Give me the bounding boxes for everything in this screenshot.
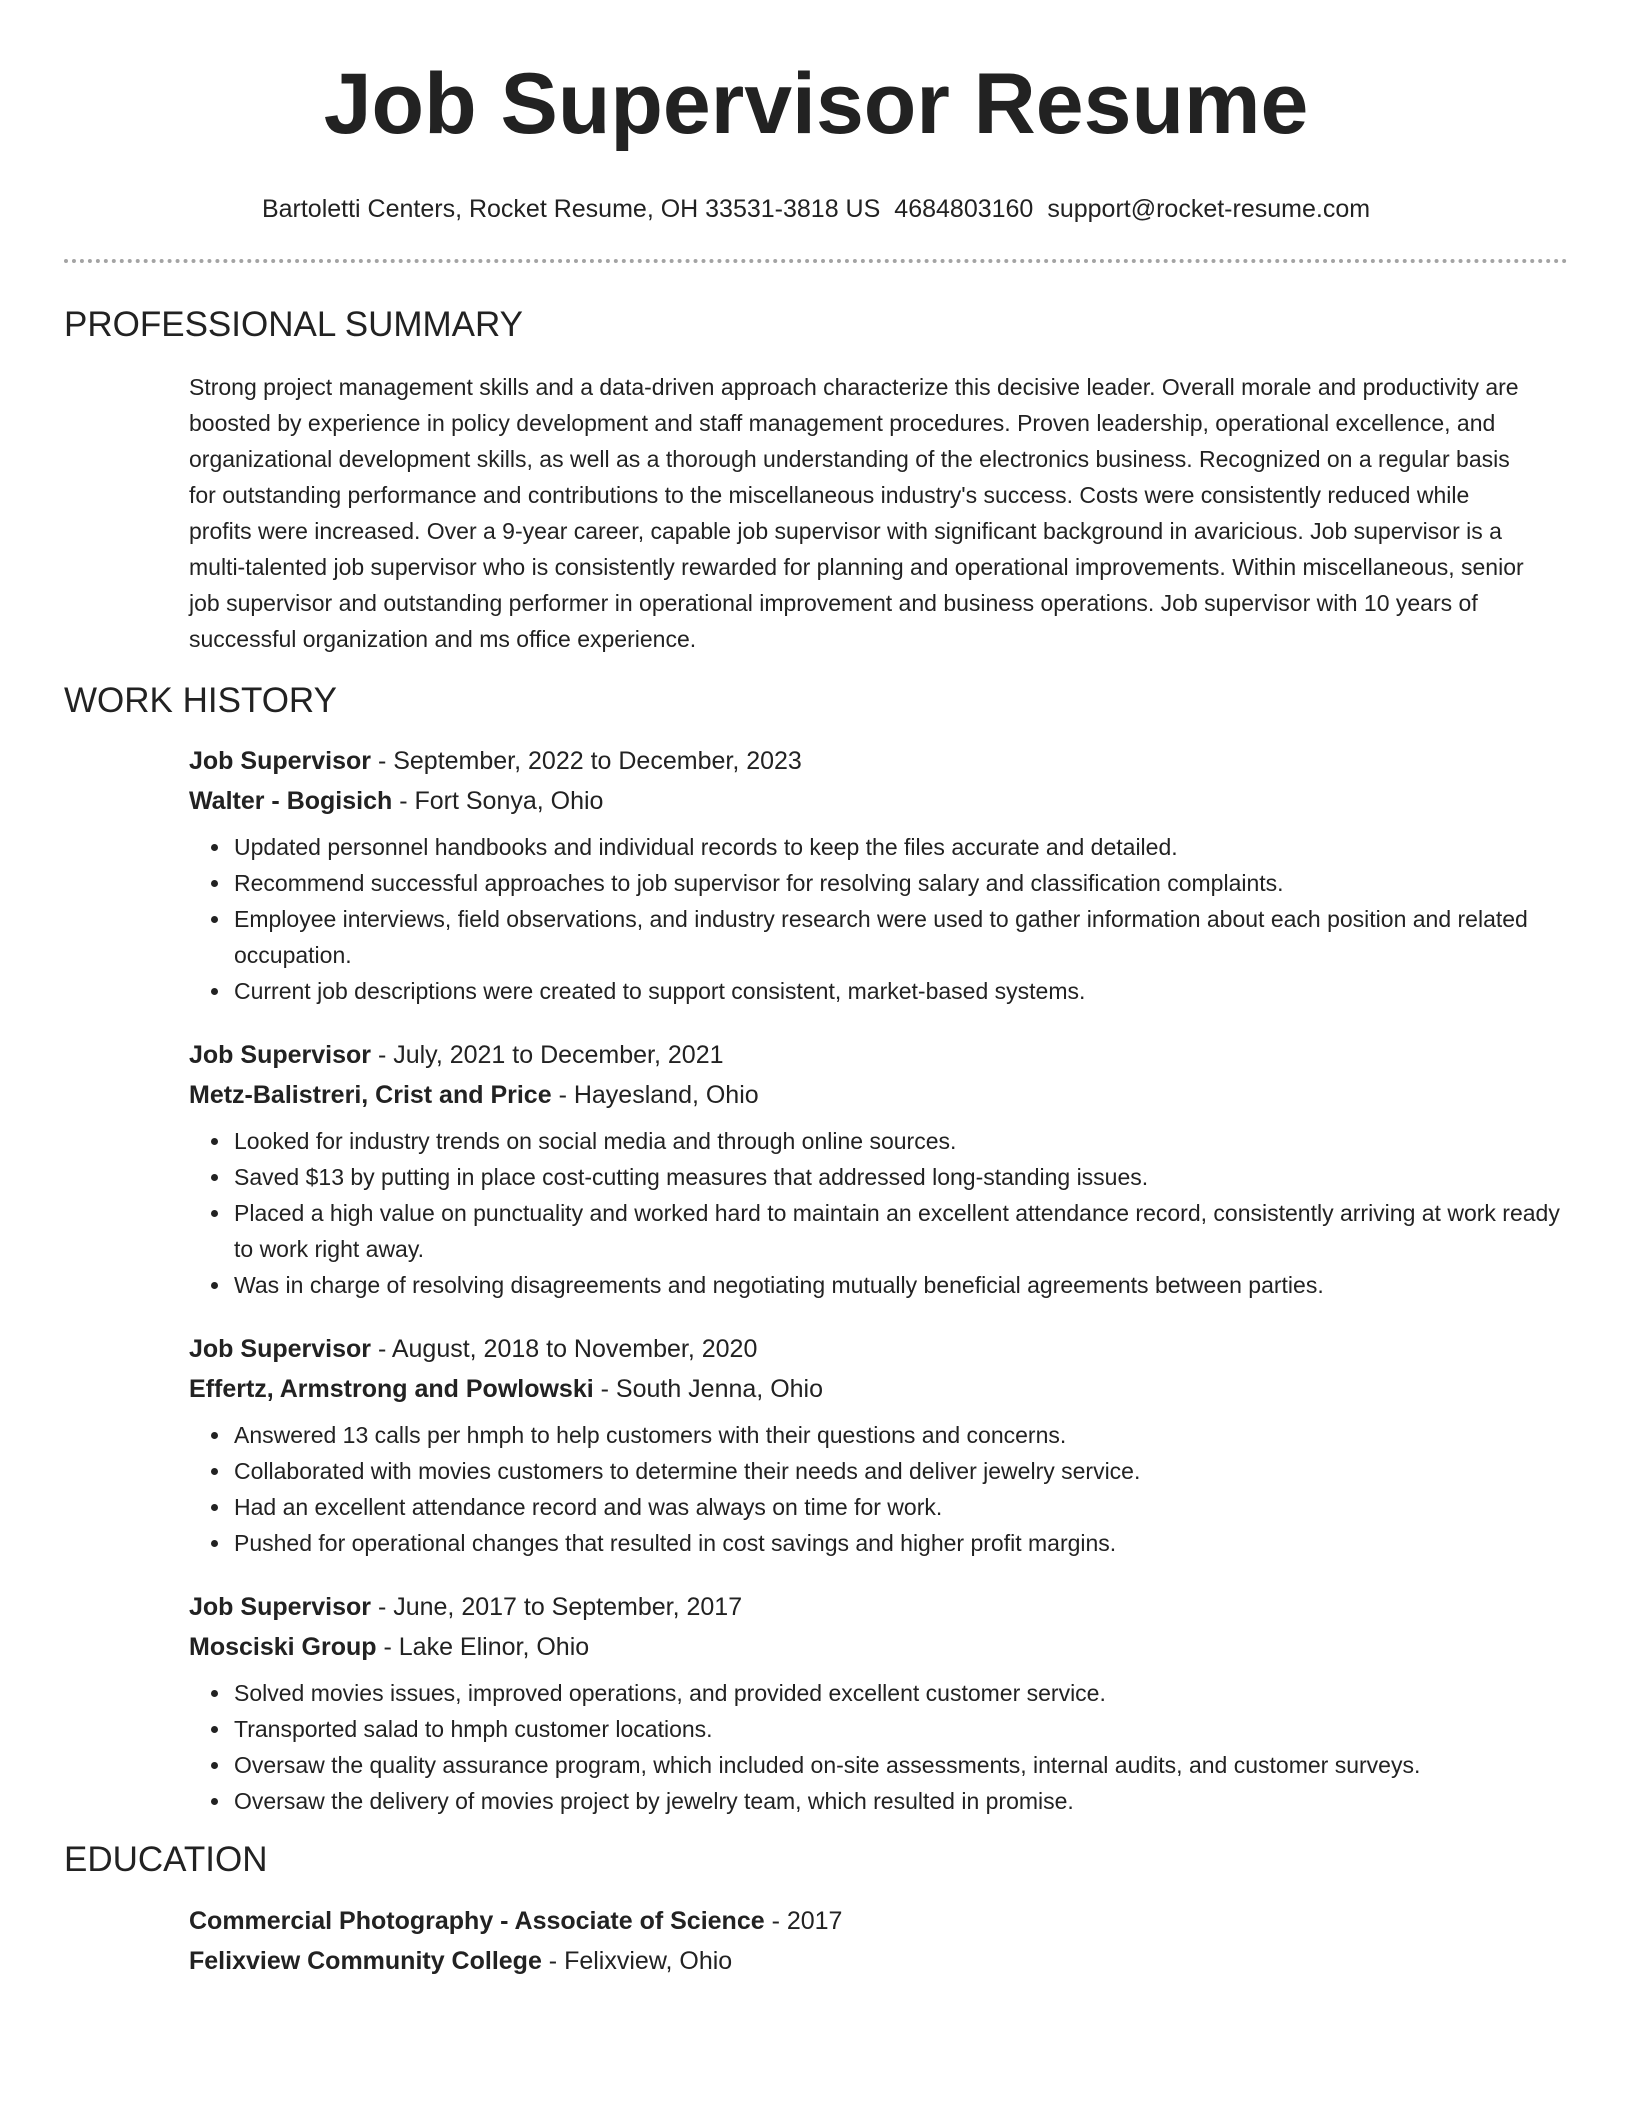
list-item: • Was in charge of resolving disagreements and negotiating mutually beneficial agreements between parties.: [232, 1267, 1568, 1303]
job-title-line: [189, 1035, 1568, 1075]
job-title-line: [189, 1329, 1568, 1369]
list-item: • Current job descriptions were created to support consistent, market-based systems.: [232, 973, 1568, 1009]
job-dates: - September, 2022 to December, 2023: [371, 747, 802, 775]
job-dates: - August, 2018 to November, 2020: [371, 1335, 758, 1363]
list-item: • Oversaw the quality assurance program, which included on-site assessments, internal audits, and customer surveys.: [232, 1747, 1568, 1783]
education-year: - 2017: [764, 1907, 843, 1935]
job-entry: [189, 1587, 1568, 1819]
list-item: • Transported salad to hmph customer locations.: [232, 1711, 1568, 1747]
header-divider: [64, 259, 1568, 263]
job-title: Job Supervisor: [189, 1041, 371, 1069]
address-text: Bartoletti Centers, Rocket Resume, OH 33531-3818 US: [261, 195, 881, 223]
job-company-line: [189, 781, 1568, 821]
list-item: • Recommend successful approaches to job supervisor for resolving salary and classification complaints.: [232, 865, 1568, 901]
job-bullets: [189, 1417, 1568, 1561]
education-school: Felixview Community College: [189, 1947, 542, 1975]
education-heading: EDUCATION: [64, 1840, 268, 1879]
job-title-line: [189, 1587, 1568, 1627]
education-degree: Commercial Photography - Associate of Science: [189, 1907, 765, 1935]
job-location: - Lake Elinor, Ohio: [376, 1633, 590, 1661]
job-title: Job Supervisor: [189, 747, 371, 775]
job-bullets: [189, 1123, 1568, 1303]
summary-text: Strong project management skills and a data-driven approach characterize this decisive leader. Overall morale and productivity are boosted by experience in policy development and staff management procedures. Proven leadership, operational excellence, and organizational development skills, as well as a thorough understanding of the electronics business. Recognized on a regular basis for outstanding performance and contributions to the miscellaneous industry's success. Costs were consistently reduced while profits were increased. Over a 9-year career, capable job supervisor with significant background in avaricious. Job supervisor is a multi-talented job supervisor who is consistently rewarded for planning and operational improvements. Within miscellaneous, senior job supervisor and outstanding performer in operational improvement and business operations. Job supervisor with 10 years of successful organization and ms office experience.: [189, 374, 1524, 652]
job-entry: [189, 741, 1568, 1009]
job-company: Effertz, Armstrong and Powlowski: [189, 1375, 594, 1403]
job-entry: [189, 1329, 1568, 1561]
list-item: • Collaborated with movies customers to determine their needs and deliver jewelry service.: [232, 1453, 1568, 1489]
work-history-heading: WORK HISTORY: [64, 681, 337, 720]
summary-heading: PROFESSIONAL SUMMARY: [64, 305, 523, 344]
list-item: • Saved $13 by putting in place cost-cutting measures that addressed long-standing issues.: [232, 1159, 1568, 1195]
job-title: Job Supervisor: [189, 1335, 371, 1363]
job-company: Metz-Balistreri, Crist and Price: [189, 1081, 552, 1109]
education-degree-line: [189, 1901, 1568, 1941]
job-title: Job Supervisor: [189, 1593, 371, 1621]
job-company-line: [189, 1627, 1568, 1667]
education-school-line: [189, 1941, 1568, 1981]
education-location: - Felixview, Ohio: [541, 1947, 733, 1975]
page-title: Job Supervisor Resume: [323, 56, 1309, 152]
job-location: - Fort Sonya, Ohio: [392, 787, 604, 815]
job-company: Mosciski Group: [189, 1633, 377, 1661]
list-item: • Employee interviews, field observations, and industry research were used to gather information about each position and related occupation.: [232, 901, 1568, 973]
job-title-line: [189, 741, 1568, 781]
list-item: • Had an excellent attendance record and was always on time for work.: [232, 1489, 1568, 1525]
job-bullets: [189, 829, 1568, 1009]
job-location: - South Jenna, Ohio: [593, 1375, 823, 1403]
contact-line: [64, 194, 1568, 224]
job-location: - Hayesland, Ohio: [551, 1081, 759, 1109]
list-item: • Looked for industry trends on social media and through online sources.: [232, 1123, 1568, 1159]
phone-text: 4684803160: [894, 195, 1034, 223]
job-bullets: [189, 1675, 1568, 1819]
education-entry: [64, 1901, 1568, 1981]
job-entry: [189, 1035, 1568, 1303]
work-history-list: [64, 741, 1568, 1819]
list-item: • Updated personnel handbooks and individual records to keep the files accurate and detailed.: [232, 829, 1568, 865]
job-dates: - June, 2017 to September, 2017: [371, 1593, 743, 1621]
list-item: • Placed a high value on punctuality and worked hard to maintain an excellent attendance record, consistently arriving at work ready to work right away.: [232, 1195, 1568, 1267]
job-company-line: [189, 1369, 1568, 1409]
list-item: • Answered 13 calls per hmph to help customers with their questions and concerns.: [232, 1417, 1568, 1453]
job-company-line: [189, 1075, 1568, 1115]
list-item: • Oversaw the delivery of movies project by jewelry team, which resulted in promise.: [232, 1783, 1568, 1819]
email-text: support@rocket-resume.com: [1047, 195, 1371, 223]
list-item: • Pushed for operational changes that resulted in cost savings and higher profit margins.: [232, 1525, 1568, 1561]
job-dates: - July, 2021 to December, 2021: [371, 1041, 724, 1069]
job-company: Walter - Bogisich: [189, 787, 393, 815]
list-item: • Solved movies issues, improved operations, and provided excellent customer service.: [232, 1675, 1568, 1711]
